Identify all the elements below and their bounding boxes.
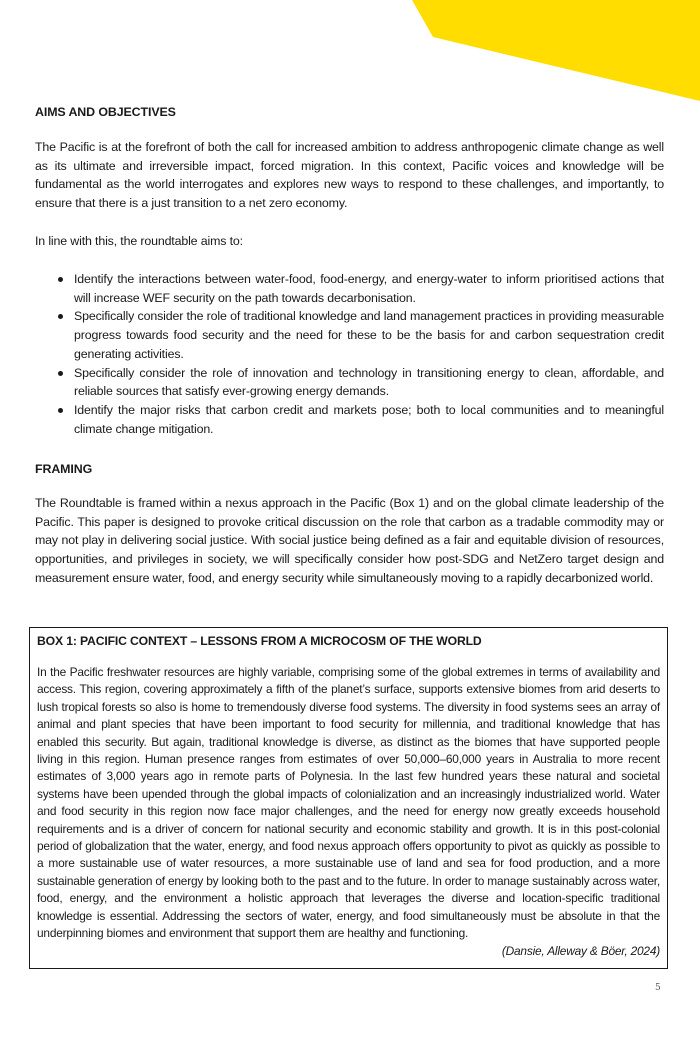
box-citation: (Dansie, Alleway & Böer, 2024) — [501, 943, 660, 958]
bullet-icon — [58, 408, 63, 413]
list-item: Specifically consider the role of traditional knowledge and land management practices in providing measurable progress towards food security and the need for these to be the basis for and carbon sequestration credit generating activities. — [35, 307, 664, 363]
yellow-corner-decoration — [0, 0, 700, 110]
aims-lead-in: In line with this, the roundtable aims to: — [35, 234, 243, 248]
bullet-icon — [58, 277, 63, 282]
aims-intro-paragraph: The Pacific is at the forefront of both the call for increased ambition to address anthropogenic climate change as well as its ultimate and irreversible impact, forced migration. In this context, Pacific voices and knowledge will be fundamental as the world interrogates and explores new ways to respond to these challenges, and importantly, to ensure that there is a just transition to a net zero economy. — [35, 140, 664, 211]
framing-paragraph: The Roundtable is framed within a nexus approach in the Pacific (Box 1) and on the global climate leadership of the Pacific. This paper is designed to provoke critical discussion on the role that carbon as a tradable commodity may or may not play in delivering social justice. With social justice being defined as a fair and equitable division of resources, opportunities, and privileges in society, we will specifically consider how post-SDG and NetZero target design and measurement ensure water, food, and energy security while simultaneously moving to a rapidly decarbonized world. — [35, 496, 664, 585]
bullet-icon — [58, 371, 63, 376]
aims-bullet-list — [35, 270, 664, 438]
list-item: Identify the major risks that carbon credit and markets pose; both to local communities and to meaningful climate change mitigation. — [35, 401, 664, 438]
box-1-pacific-context — [29, 627, 668, 969]
bullet-icon — [58, 314, 63, 319]
box-body: In the Pacific freshwater resources are highly variable, comprising some of the global extremes in terms of availability and access. This region, covering approximately a fifth of the planet’s surface, supports extensive biomes from arid deserts to lush tropical forests so also is home to tremendously diverse food systems. The diversity in food systems sees an array of animal and plant species that have been important to food security for millennia, and traditional knowledge that has enabled this security. But again, traditional knowledge is diverse, as distinct as the biomes that have supported people living in this region. Human presence ranges from estimates of over 50,000–60,000 years in Australia to more recent estimates of 3,000 years ago in remote parts of Polynesia. In the last few hundred years these natural and societal systems have been upended through the global impacts of colonialization and an increasingly industrialized world. Water and food security in this region now face major challenges, and the need for energy now greatly exceeds household requirements and is a driver of concern for national security and economic stability and growth. It is in this post-colonial period of globalization that the water, energy, and food nexus approach offers opportunity to pivot as quickly as possible to a more sustainable use of water resources, a more sustainable use of land and sea for food production, and a more sustainable generation of energy by looking both to the past and to the future. In order to manage sustainably across water, food, energy, and the environment a holistic approach that leverages the diverse and location-specific traditional knowledge is essential. Addressing the sectors of water, energy, and food simultaneously must be absolute in that the underpinning biomes and environment that support them are healthy and functioning. — [37, 665, 660, 941]
list-item: Identify the interactions between water-food, food-energy, and energy-water to inform prioritised actions that will increase WEF security on the path towards decarbonisation. — [35, 270, 664, 307]
page-number: 5 — [655, 983, 661, 993]
framing-heading: FRAMING — [35, 462, 93, 476]
aims-heading: AIMS AND OBJECTIVES — [35, 105, 176, 119]
box-title: BOX 1: PACIFIC CONTEXT – LESSONS FROM A MICROCOSM OF THE WORLD — [37, 634, 482, 648]
list-item: Specifically consider the role of innovation and technology in transitioning energy to clean, affordable, and reliable sources that satisfy ever-growing energy demands. — [35, 364, 664, 401]
